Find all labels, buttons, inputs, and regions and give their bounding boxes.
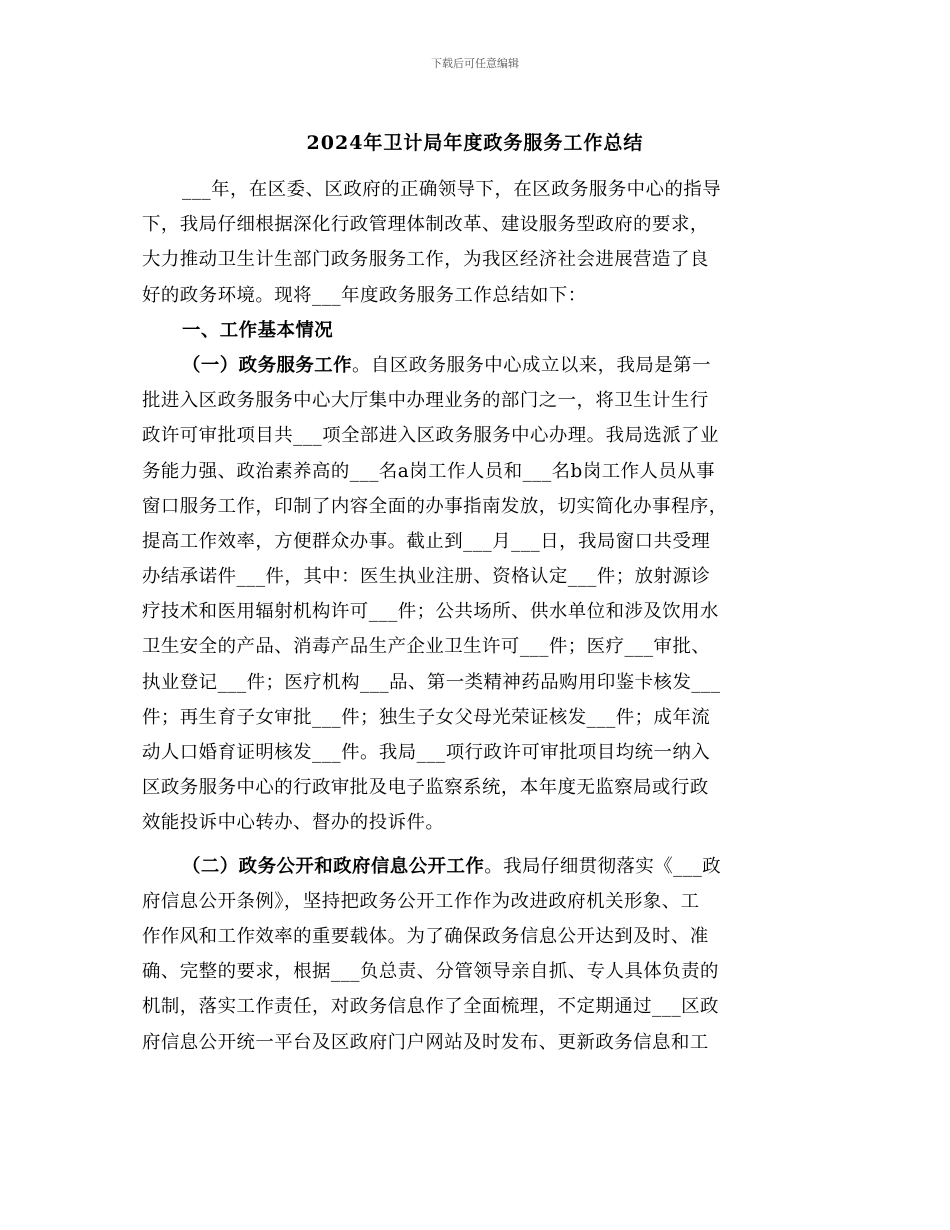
text-line <box>142 989 814 1024</box>
text-line <box>142 559 814 594</box>
line-text: 。自区政务服务中心成立以来，我局是第一 <box>352 354 711 376</box>
text-line <box>142 313 814 348</box>
text-line <box>142 454 814 489</box>
text-line <box>142 278 814 313</box>
line-text: 机制，落实工作责任，对政务信息作了全面梳理，不定期通过___区政 <box>142 996 719 1018</box>
paragraph-gap <box>142 841 814 849</box>
text-line <box>142 594 814 629</box>
line-text: 政许可审批项目共___项全部进入区政务服务中心办理。我局选派了业 <box>142 425 719 447</box>
text-line <box>142 954 814 989</box>
line-text: 窗口服务工作，印制了内容全面的办事指南发放，切实简化办事程序， <box>142 495 728 517</box>
text-line <box>142 805 814 840</box>
text-line <box>142 348 814 383</box>
text-line <box>142 1025 814 1060</box>
text-line <box>142 919 814 954</box>
text-line <box>142 383 814 418</box>
line-text: 。我局仔细贯彻落实《___政 <box>484 855 722 877</box>
line-text: ___年，在区委、区政府的正确领导下，在区政务服务中心的指导 <box>182 179 722 200</box>
line-text: 区政务服务中心的行政审批及电子监察系统，本年度无监察局或行政 <box>142 777 709 799</box>
line-text: 府信息公开统一平台及区政府门户网站及时发布、更新政务信息和工 <box>142 1031 709 1053</box>
text-line <box>142 172 814 207</box>
section-heading: 一、工作基本情况 <box>182 319 334 341</box>
document-title: 2024年卫计局年度政务服务工作总结 <box>306 132 644 154</box>
text-line <box>142 884 814 919</box>
line-text: 件；再生育子女审批___件；独生子女父母光荣证核发___件；成年流 <box>142 706 711 728</box>
text-line <box>142 770 814 805</box>
header-note: 下载后可任意编辑 <box>431 57 519 70</box>
line-text: 执业登记___件；医疗机构___品、第一类精神药品购用印鉴卡核发___ <box>142 671 721 693</box>
text-line <box>142 700 814 735</box>
text-line <box>142 629 814 664</box>
line-text: 府信息公开条例》，坚持把政务公开工作作为改进政府机关形象、工 <box>142 890 700 912</box>
text-line <box>142 735 814 770</box>
line-text: 下，我局仔细根据深化行政管理体制改革、建设服务型政府的要求， <box>142 214 709 236</box>
text-line <box>142 849 814 884</box>
line-text: 务能力强、政治素养高的___名a岗工作人员和___名b岗工作人员从事 <box>142 460 716 482</box>
line-text: 好的政务环境。现将___年度政务服务工作总结如下： <box>142 284 587 306</box>
line-text: 批进入区政务服务中心大厅集中办理业务的部门之一，将卫生计生行 <box>142 390 709 412</box>
line-text: 卫生安全的产品、消毒产品生产企业卫生许可___件；医疗___审批、 <box>142 636 711 658</box>
line-text: 大力推动卫生计生部门政务服务工作，为我区经济社会进展营造了良 <box>142 249 709 271</box>
text-line <box>142 665 814 700</box>
line-text: 效能投诉中心转办、督办的投诉件。 <box>142 812 445 834</box>
text-line <box>142 242 814 277</box>
section-heading: （二）政务公开和政府信息公开工作 <box>182 855 485 877</box>
text-line <box>142 207 814 242</box>
document-body <box>142 172 814 1060</box>
line-text: 动人口婚育证明核发___件。我局___项行政许可审批项目均统一纳入 <box>142 742 711 763</box>
text-line <box>142 524 814 559</box>
text-line <box>142 418 814 453</box>
line-text: 办结承诺件___件，其中：医生执业注册、资格认定___件；放射源诊 <box>142 566 711 588</box>
line-text: 确、完整的要求，根据___负总责、分管领导亲自抓、专人具体负责的 <box>142 961 719 983</box>
line-text: 提高工作效率，方便群众办事。截止到___月___日，我局窗口共受理 <box>142 530 711 552</box>
text-line <box>142 489 814 524</box>
line-text: 疗技术和医用辐射机构许可___件；公共场所、供水单位和涉及饮用水 <box>142 601 719 623</box>
section-heading: （一）政务服务工作 <box>182 354 353 376</box>
line-text: 作作风和工作效率的重要载体。为了确保政务信息公开达到及时、准 <box>142 925 709 947</box>
